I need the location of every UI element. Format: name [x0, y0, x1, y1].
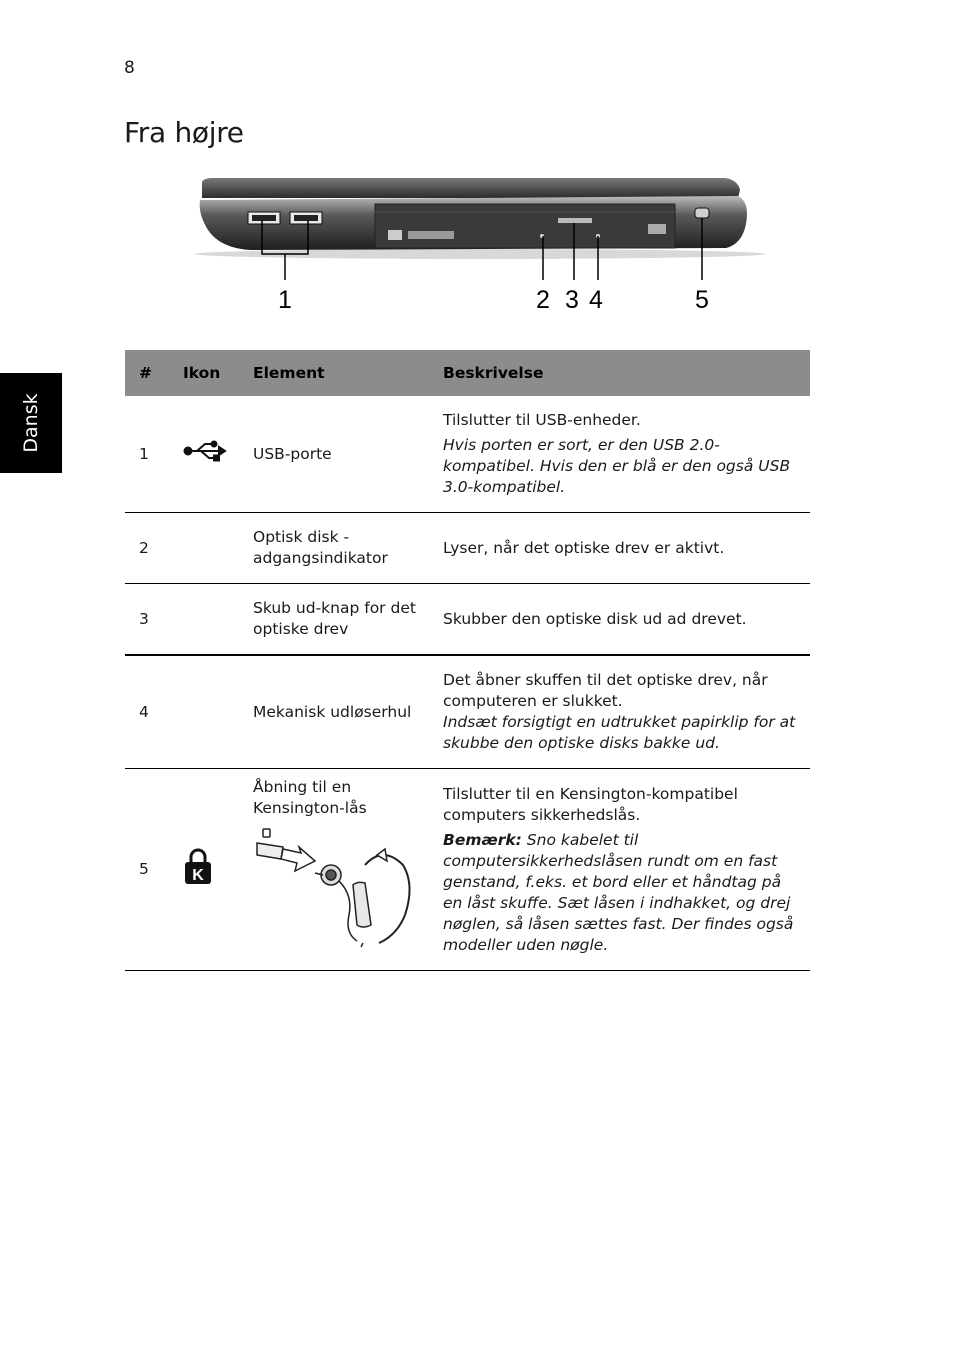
kensington-lock-illustration — [253, 825, 418, 950]
row-num: 4 — [125, 655, 173, 769]
row-element: Optisk disk - adgangsindikator — [243, 513, 433, 584]
row-description — [433, 396, 810, 513]
table-row — [125, 769, 810, 971]
row-element: Skub ud-knap for det optiske drev — [243, 584, 433, 656]
header-num: # — [125, 350, 173, 396]
row-description — [433, 769, 810, 971]
description-text: Det åbner skuffen til det optiske drev, når computeren er slukket. — [443, 671, 768, 710]
header-icon: Ikon — [173, 350, 243, 396]
usb-icon — [183, 440, 233, 462]
description-text: Tilslutter til en Kensington-kompatibel computers sikkerhedslås. — [443, 784, 738, 824]
row-icon-cell — [173, 655, 243, 769]
ports-table — [125, 350, 810, 971]
row-element-cell — [243, 769, 433, 971]
row-element: USB-porte — [243, 396, 433, 513]
table-row — [125, 513, 810, 584]
row-description: Skubber den optiske disk ud ad drevet. — [433, 584, 810, 656]
callout-1: 1 — [278, 286, 292, 314]
callout-4: 4 — [589, 286, 603, 314]
description-note — [443, 830, 800, 956]
row-element: Mekanisk udløserhul — [243, 655, 433, 769]
header-element: Element — [243, 350, 433, 396]
table-header-row — [125, 350, 810, 396]
kensington-lock-icon — [183, 848, 213, 886]
row-num: 3 — [125, 584, 173, 656]
table-row — [125, 584, 810, 656]
description-text: Tilslutter til USB-enheder. — [443, 411, 641, 429]
row-element: Åbning til en Kensington-lås — [253, 778, 367, 817]
note-label: Bemærk: — [443, 830, 522, 849]
header-description: Beskrivelse — [433, 350, 810, 396]
row-icon-cell — [173, 769, 243, 971]
row-icon-cell — [173, 396, 243, 513]
callout-2: 2 — [536, 286, 550, 314]
language-side-tab-label: Dansk — [20, 393, 42, 453]
row-num: 2 — [125, 513, 173, 584]
row-icon-cell — [173, 584, 243, 656]
row-description: Lyser, når det optiske drev er aktivt. — [433, 513, 810, 584]
table-row — [125, 396, 810, 513]
page-number: 8 — [124, 58, 135, 78]
description-italic: Indsæt forsigtigt en udtrukket papirklip for at skubbe den optiske disks bakke ud. — [443, 713, 796, 752]
row-num: 1 — [125, 396, 173, 513]
callout-3: 3 — [565, 286, 579, 314]
row-num: 5 — [125, 769, 173, 971]
callout-5: 5 — [695, 286, 709, 314]
language-side-tab — [0, 373, 62, 473]
description-italic: Hvis porten er sort, er den USB 2.0-kompatibel. Hvis den er blå er den også USB 3.0-kompatibel. — [443, 436, 791, 496]
svg-text:K: K — [192, 866, 204, 884]
note-text: Sno kabelet til computersikkerhedslåsen rundt om en fast genstand, f.eks. et bord eller et håndtag på en låst skuffe. Sæt låsen i indhakket, og drej nøglen, så låsen sættes fast. Der findes også modeller uden nøgle. — [443, 830, 794, 954]
laptop-right-side-illustration — [190, 168, 770, 318]
row-description — [433, 655, 810, 769]
row-icon-cell — [173, 513, 243, 584]
table-row — [125, 655, 810, 769]
page-title: Fra højre — [124, 116, 244, 149]
